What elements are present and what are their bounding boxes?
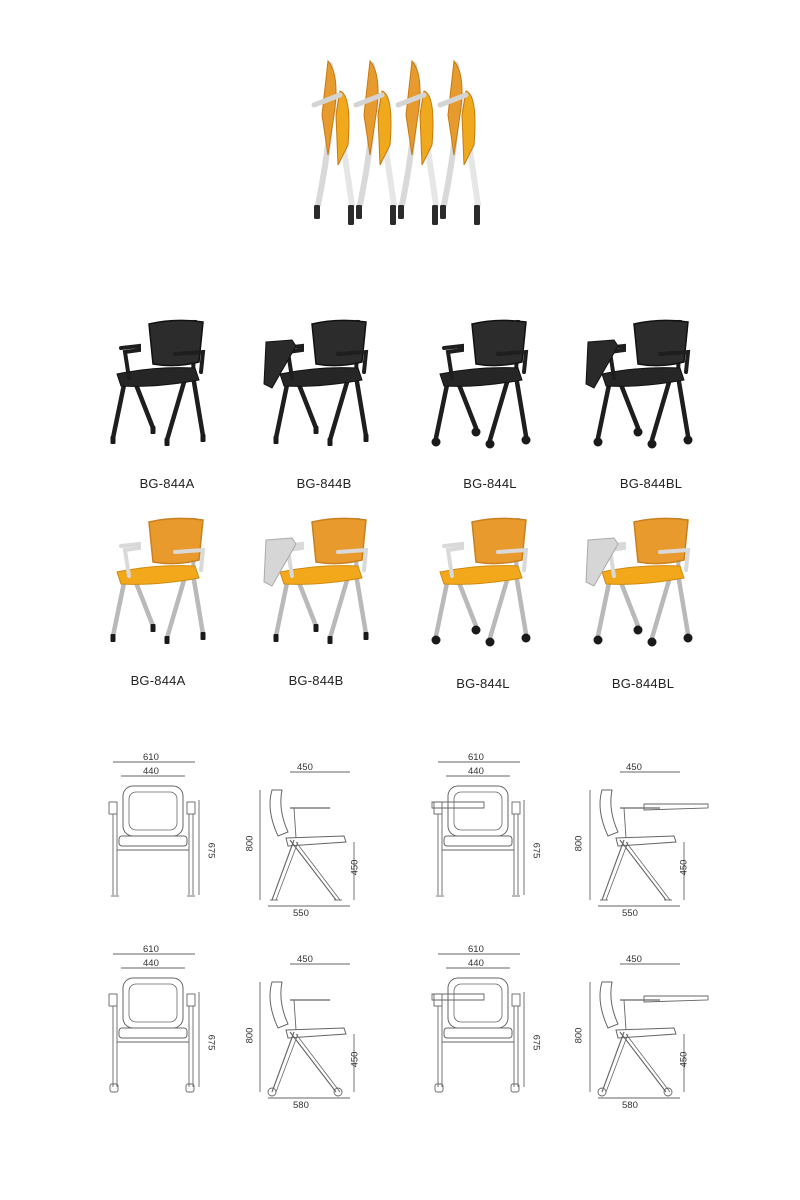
front-left-leg [276, 380, 288, 438]
caster-wheel [634, 428, 643, 437]
rear-left-leg [298, 382, 316, 428]
glide-foot [151, 426, 156, 434]
drawing-block-844bl [420, 942, 710, 1117]
front-left-leg [113, 578, 125, 636]
side-seat-dim: 450 [678, 1051, 690, 1068]
front-inner-dim: 440 [143, 766, 159, 777]
front-left-leg [276, 578, 288, 636]
caster-wheel [648, 638, 657, 647]
side-base-dim: 580 [293, 1100, 309, 1111]
side-front-leg [602, 1032, 624, 1092]
folded-chair [398, 61, 438, 225]
glide-foot [328, 438, 333, 446]
chair-image-bg-844a-black [95, 310, 235, 460]
side-rear-leg [290, 840, 336, 900]
front-right-leg [193, 376, 203, 436]
folded-foot [348, 205, 354, 225]
front-backrest-inner [454, 984, 502, 1022]
folded-foot [390, 205, 396, 225]
front-inner-dim: 440 [143, 958, 159, 969]
front-tablet-outline [432, 994, 484, 1000]
front-right-leg [516, 376, 526, 436]
side-seat-outline [616, 1028, 676, 1038]
side-front-leg-inner [276, 842, 298, 900]
folded-foot [398, 205, 404, 219]
glide-foot [165, 438, 170, 446]
front-left-leg [436, 578, 448, 636]
front-right-leg [678, 376, 688, 436]
side-top-dim: 450 [626, 762, 642, 773]
glide-foot [314, 426, 319, 434]
caster-wheel [594, 438, 603, 447]
glide-foot [165, 636, 170, 644]
front-backrest-inner [129, 792, 177, 830]
rear-left-leg [458, 580, 476, 626]
caster-wheel [522, 634, 531, 643]
side-front-leg [602, 840, 624, 900]
side-top-dim: 450 [297, 762, 313, 773]
chair-image-bg-844l-orange [418, 508, 558, 658]
glide-foot [111, 634, 116, 642]
chair-row-black [0, 310, 800, 460]
front-left-leg [598, 578, 610, 636]
side-armrest-post [294, 1000, 296, 1030]
side-rear-leg [290, 1032, 336, 1092]
side-seat-outline [286, 836, 346, 846]
rear-left-leg [298, 580, 316, 626]
folded-backrest [406, 61, 420, 155]
caster-wheel [648, 440, 657, 449]
chair-row-orange [0, 508, 800, 658]
front-width-dim: 610 [143, 944, 159, 955]
front-left-leg [113, 380, 125, 438]
model-label-bg-844bl-row2: BG-844BL [611, 676, 675, 691]
front-right-leg [678, 574, 688, 634]
glide-foot [314, 624, 319, 632]
side-front-leg-inner [606, 842, 628, 900]
front-left-leg [598, 380, 610, 438]
caster-wheel [684, 634, 693, 643]
chair-image-bg-844bl-orange [580, 508, 720, 658]
front-height-dim: 675 [530, 842, 542, 859]
front-backrest-inner [454, 792, 502, 830]
front-right-leg [516, 574, 526, 634]
side-height-dim: 800 [244, 835, 256, 852]
side-rear-leg [620, 840, 666, 900]
side-top-dim: 450 [297, 954, 313, 965]
front-tablet-outline [432, 802, 484, 808]
front-right-leg [356, 574, 366, 634]
front-inner-dim: 440 [468, 766, 484, 777]
drawing-block-844b [420, 750, 710, 925]
front-seat-outline [444, 1028, 512, 1038]
chair-image-bg-844bl-black [580, 310, 720, 460]
side-base-dim: 580 [622, 1100, 638, 1111]
folded-foot [474, 205, 480, 225]
caster-wheel [472, 428, 481, 437]
glide-foot [364, 632, 369, 640]
side-seat-dim: 450 [678, 859, 690, 876]
model-label-bg-844bl-row1: BG-844BL [619, 476, 683, 491]
mesh-backrest [312, 320, 366, 365]
side-rear-leg-inner [626, 842, 670, 900]
front-height-dim: 675 [530, 1034, 542, 1051]
folded-backrest [364, 61, 378, 155]
right-arm-block [512, 994, 520, 1006]
side-front-leg-inner [606, 1034, 628, 1092]
glide-foot [201, 434, 206, 442]
caster-wheel [432, 636, 441, 645]
mesh-backrest [634, 320, 688, 365]
folded-backrest [448, 61, 462, 155]
mesh-backrest [472, 320, 526, 365]
right-arm-block [187, 994, 195, 1006]
model-label-bg-844b-row2: BG-844B [288, 673, 344, 688]
side-front-leg [272, 840, 294, 900]
front-width-dim: 610 [468, 752, 484, 763]
folded-foot [314, 205, 320, 219]
caster-wheel [486, 638, 495, 647]
rear-left-leg [458, 382, 476, 428]
side-seat-outline [616, 836, 676, 846]
side-base-dim: 550 [293, 908, 309, 919]
side-tablet-outline [644, 996, 708, 1002]
folded-chair [440, 61, 480, 225]
side-rear-leg [620, 1032, 666, 1092]
mesh-backrest [149, 518, 203, 563]
front-width-dim: 610 [143, 752, 159, 763]
side-seat-outline [286, 1028, 346, 1038]
side-tablet-outline [644, 804, 708, 810]
side-backrest-outline [600, 982, 618, 1028]
model-label-bg-844a-row1: BG-844A [139, 476, 195, 491]
side-height-dim: 800 [573, 1027, 585, 1044]
front-height-dim: 675 [205, 1034, 217, 1051]
side-armrest-post [294, 808, 296, 838]
folded-foot [356, 205, 362, 219]
chair-image-bg-844b-black [258, 310, 398, 460]
folded-foot [440, 205, 446, 219]
front-left-leg [436, 380, 448, 438]
caster-wheel [522, 436, 531, 445]
glide-foot [111, 436, 116, 444]
front-right-leg [193, 574, 203, 634]
chair-image-bg-844b-orange [258, 508, 398, 658]
folded-chair [314, 61, 354, 225]
left-arm-block [109, 994, 117, 1006]
glide-foot [201, 632, 206, 640]
model-label-bg-844b-row1: BG-844B [296, 476, 352, 491]
side-top-dim: 450 [626, 954, 642, 965]
folded-chair [356, 61, 396, 225]
rear-left-leg [135, 580, 153, 626]
glide-foot [364, 434, 369, 442]
caster-wheel [594, 636, 603, 645]
mesh-backrest [472, 518, 526, 563]
side-rear-leg-inner [626, 1034, 670, 1092]
chair-image-bg-844l-black [418, 310, 558, 460]
side-height-dim: 800 [244, 1027, 256, 1044]
side-rear-leg-inner [296, 842, 340, 900]
caster-wheel [432, 438, 441, 447]
glide-foot [274, 634, 279, 642]
rear-left-leg [135, 382, 153, 428]
caster-wheel [486, 440, 495, 449]
rear-left-leg [620, 580, 638, 626]
folded-foot [432, 205, 438, 225]
side-base-dim: 550 [622, 908, 638, 919]
side-backrest-outline [270, 790, 288, 836]
model-label-bg-844a-row2: BG-844A [130, 673, 186, 688]
front-seat-outline [119, 1028, 187, 1038]
caster-wheel [634, 626, 643, 635]
side-rear-leg-inner [296, 1034, 340, 1092]
front-width-dim: 610 [468, 944, 484, 955]
drawing-block-844a [95, 750, 375, 925]
mesh-backrest [312, 518, 366, 563]
front-inner-dim: 440 [468, 958, 484, 969]
front-right-leg [356, 376, 366, 436]
mesh-backrest [634, 518, 688, 563]
side-front-leg-inner [276, 1034, 298, 1092]
side-seat-dim: 450 [349, 1051, 361, 1068]
model-label-bg-844l-row2: BG-844L [456, 676, 510, 691]
side-armrest-post [624, 808, 626, 838]
side-seat-dim: 450 [349, 859, 361, 876]
caster-wheel [472, 626, 481, 635]
right-arm-block [187, 802, 195, 814]
glide-foot [274, 436, 279, 444]
glide-foot [151, 624, 156, 632]
front-seat-outline [444, 836, 512, 846]
folded-backrest [322, 61, 336, 155]
side-front-leg [272, 1032, 294, 1092]
drawing-block-844l [95, 942, 375, 1117]
caster-wheel [684, 436, 693, 445]
side-backrest-outline [600, 790, 618, 836]
mesh-backrest [149, 320, 203, 365]
rear-left-leg [620, 382, 638, 428]
side-armrest-post [624, 1000, 626, 1030]
chair-image-bg-844a-orange [95, 508, 235, 658]
front-height-dim: 675 [205, 842, 217, 859]
right-arm-block [512, 802, 520, 814]
model-label-bg-844l-row1: BG-844L [463, 476, 517, 491]
side-height-dim: 800 [573, 835, 585, 852]
front-backrest-inner [129, 984, 177, 1022]
left-arm-block [109, 802, 117, 814]
stacked-chairs-image [300, 55, 500, 245]
glide-foot [328, 636, 333, 644]
side-backrest-outline [270, 982, 288, 1028]
front-seat-outline [119, 836, 187, 846]
